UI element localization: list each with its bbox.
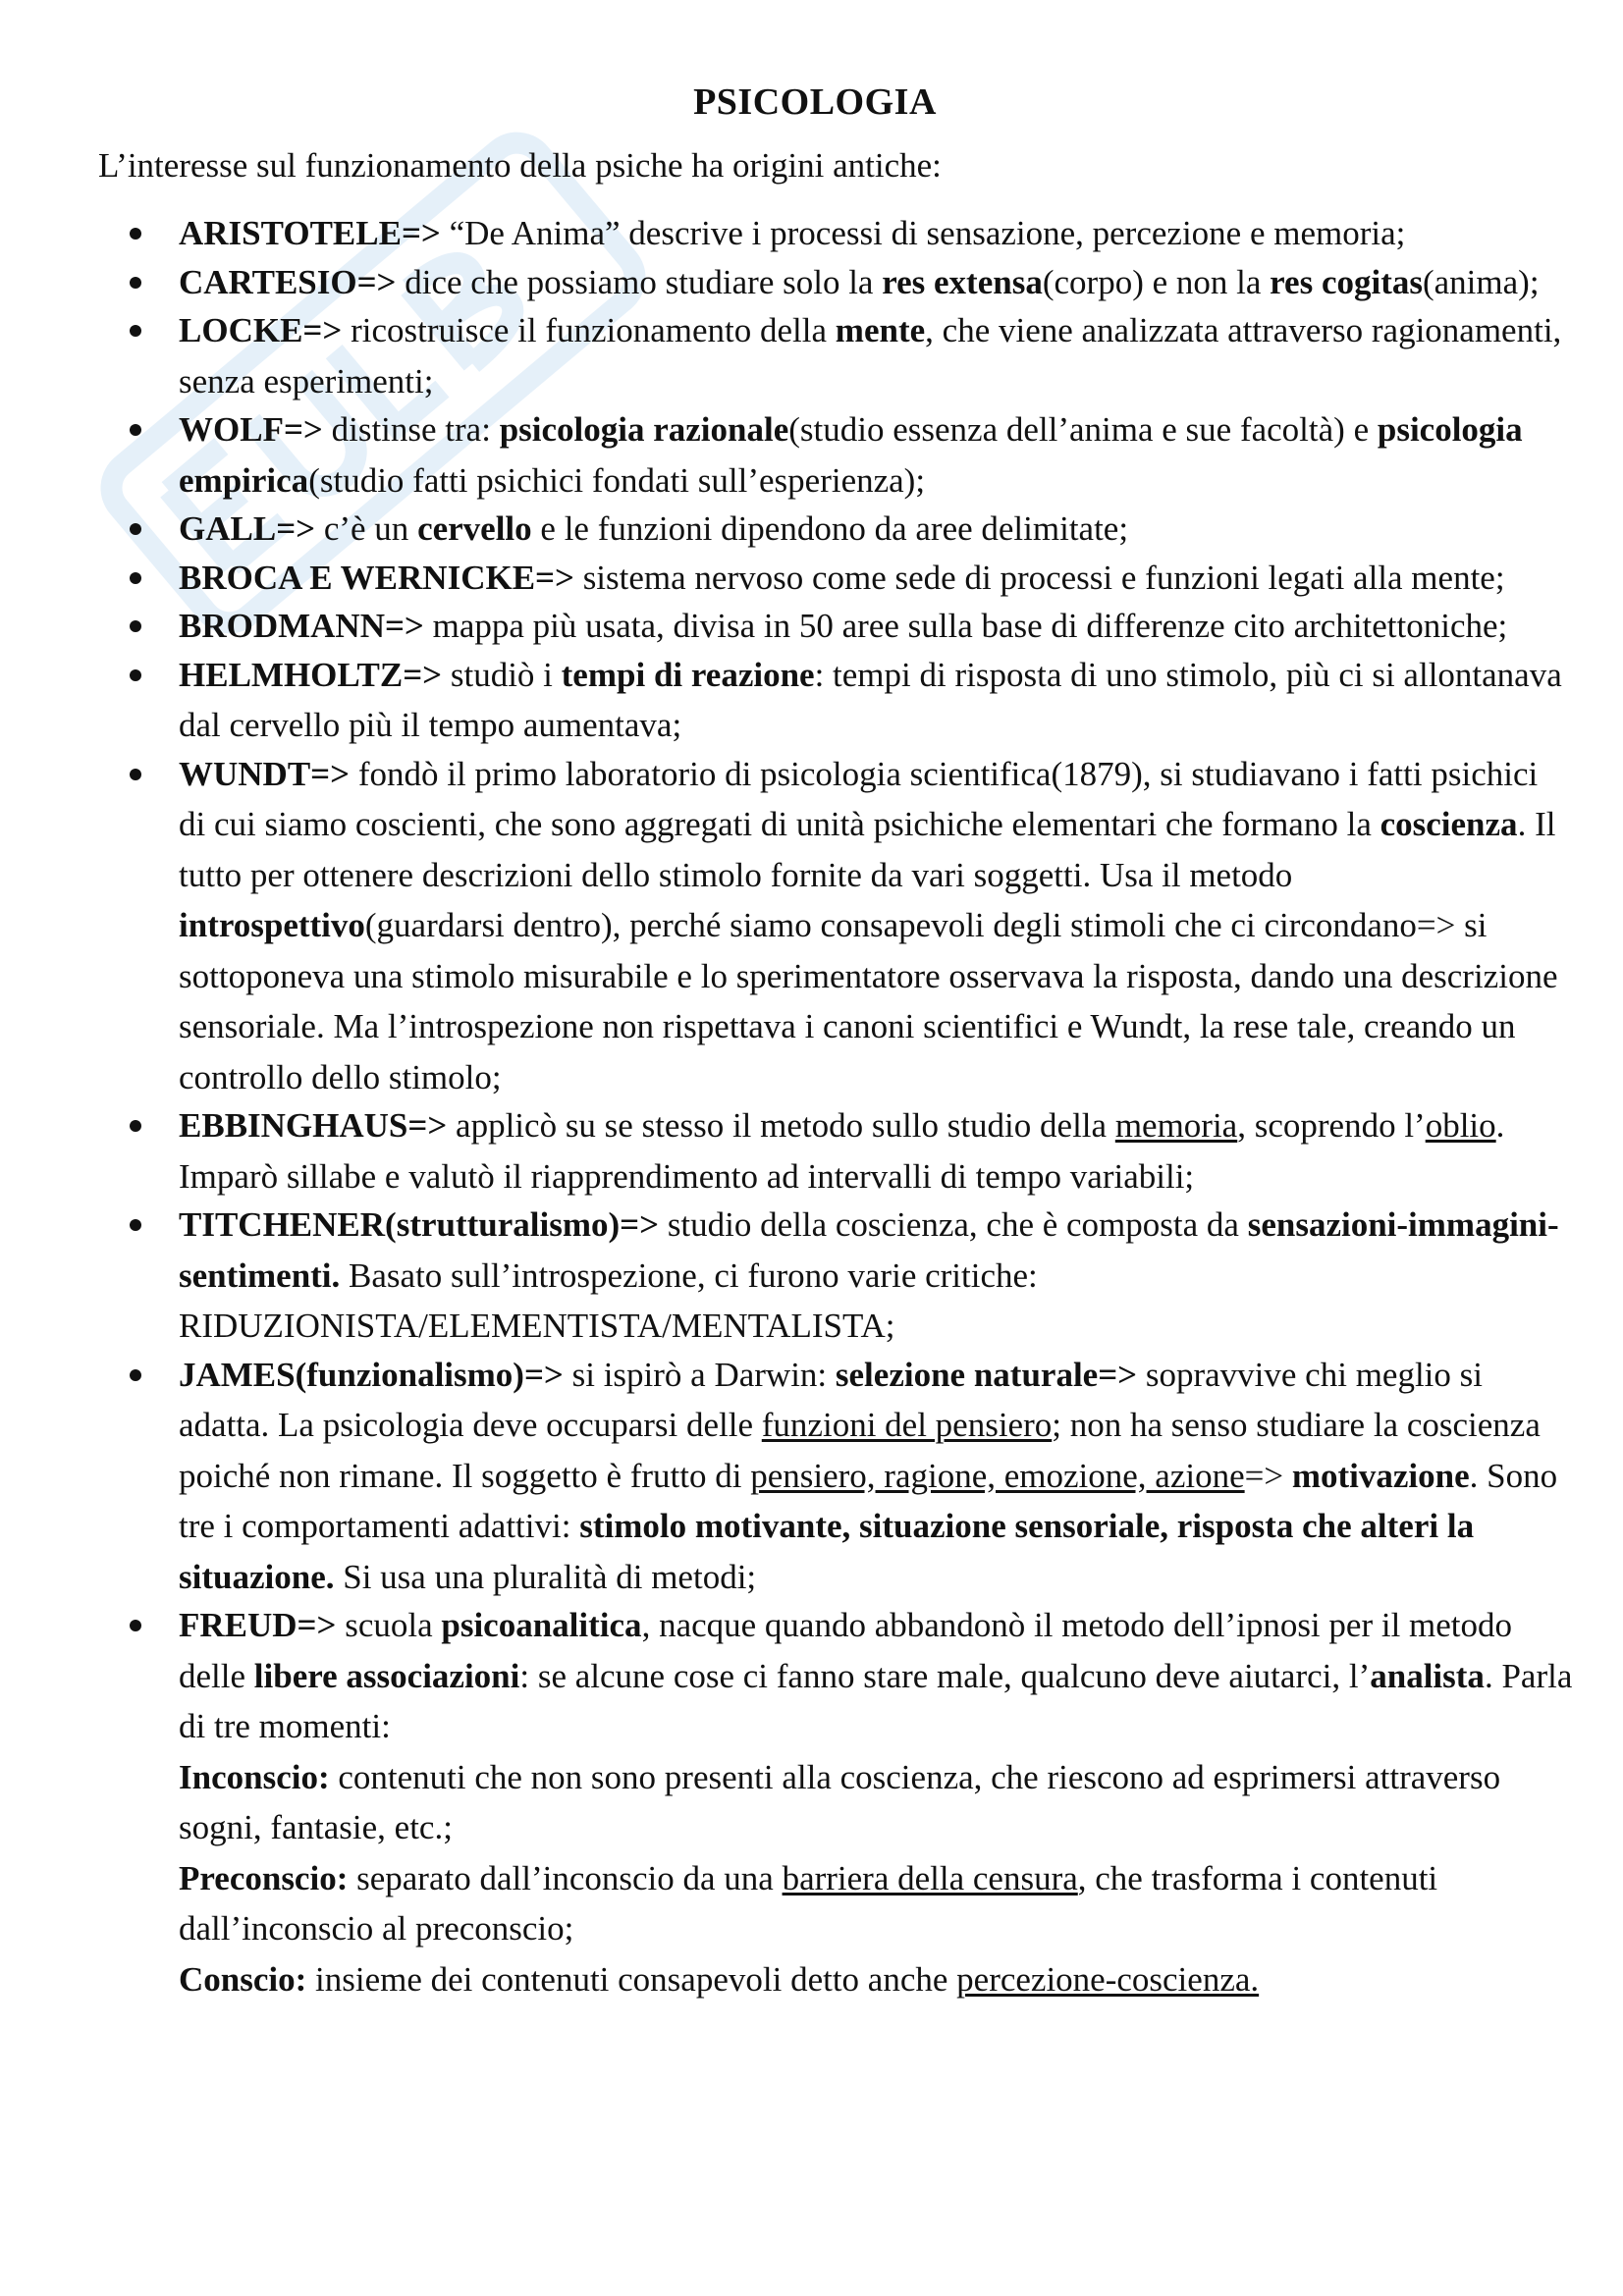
text-span: (anima);: [1422, 262, 1540, 301]
bold-text: HELMHOLTZ=>: [179, 655, 443, 694]
bold-text: coscienza: [1380, 805, 1518, 843]
text-span: sopravvive chi meglio si adatta. La psicologia deve occuparsi delle: [179, 1355, 1483, 1444]
list-item: [98, 208, 1573, 259]
text-span: “De Anima” descrive i processi di sensazione, percezione e memoria;: [440, 214, 1406, 252]
text-span: =>: [1244, 1456, 1292, 1495]
bold-text: LOCKE=>: [179, 311, 343, 349]
text-span: fondò il primo laboratorio di psicologia scientifica(1879), si studiavano i fatti psichici di cui siamo coscienti, che sono aggregati di unità psichiche elementari che formano la: [179, 754, 1539, 843]
list-item: [98, 1600, 1573, 2004]
text-span: (corpo) e non la: [1042, 262, 1271, 301]
text-span: contenuti che non sono presenti alla coscienza, che riescono ad esprimersi attraverso sogni, fantasie, etc.;: [179, 1757, 1501, 1846]
underlined-text: oblio: [1425, 1106, 1496, 1145]
text-span: ricostruisce il funzionamento della: [342, 311, 836, 349]
text-span: , che viene analizzata attraverso ragionamenti, senza esperimenti;: [179, 311, 1562, 400]
text-span: distinse tra:: [322, 410, 500, 449]
bold-text: psicoanalitica: [441, 1606, 642, 1644]
bold-text: TITCHENER(strutturalismo)=>: [179, 1205, 660, 1244]
text-span: , che trasforma i contenuti dall’inconscio al preconscio;: [179, 1858, 1438, 1948]
text-span: applicò su se stesso il metodo sullo studio della: [447, 1106, 1115, 1145]
bold-text: EBBINGHAUS=>: [179, 1106, 448, 1145]
bold-text: res cogitas: [1270, 262, 1423, 301]
text-span: . Imparò sillabe e valutò il riapprendimento ad intervalli di tempo variabili;: [179, 1106, 1505, 1196]
bold-text: WOLF=>: [179, 410, 323, 449]
bold-text: tempi di reazione: [561, 655, 815, 694]
underlined-text: memoria: [1114, 1106, 1238, 1145]
text-span: sistema nervoso come sede di processi e funzioni legati alla mente;: [573, 558, 1505, 597]
list-item: [98, 1350, 1573, 1603]
text-span: insieme dei contenuti consapevoli detto anche: [306, 1959, 957, 1999]
list-item: [98, 749, 1573, 1103]
sub-line: [179, 1954, 1573, 2005]
text-span: Si usa una pluralità di metodi;: [334, 1557, 757, 1596]
text-span: mappa più usata, divisa in 50 aree sulla base di differenze cito architettoniche;: [423, 607, 1508, 645]
bold-text: BRODMANN=>: [179, 607, 424, 645]
bold-text: Preconscio:: [179, 1858, 349, 1897]
text-span: ; non ha senso studiare la coscienza poiché non rimane. Il soggetto è frutto di: [179, 1406, 1541, 1495]
text-span: scuola: [336, 1606, 442, 1644]
bold-text: GALL=>: [179, 509, 316, 548]
bold-text: JAMES(funzionalismo)=>: [179, 1355, 564, 1394]
text-span: . Il tutto per ottenere descrizioni dello stimolo fornite da vari soggetti. Usa il metodo: [179, 805, 1556, 894]
bold-text: analista: [1370, 1656, 1485, 1695]
list-item: [98, 1200, 1573, 1352]
text-span: separato dall’inconscio da una: [348, 1858, 783, 1897]
bold-text: stimolo motivante, situazione sensoriale, risposta che alteri la situazione.: [179, 1507, 1475, 1596]
list-item: [98, 257, 1573, 308]
bold-text: introspettivo: [179, 906, 365, 944]
bold-text: BROCA E WERNICKE=>: [179, 558, 574, 597]
text-span: : se alcune cose ci fanno stare male, qualcuno deve aiutarci, l’: [519, 1656, 1371, 1695]
bold-text: psicologia empirica: [179, 410, 1523, 500]
bold-text: motivazione: [1291, 1456, 1470, 1495]
text-span: si ispirò a Darwin:: [563, 1355, 836, 1394]
page-title: PSICOLOGIA: [693, 81, 937, 123]
text-span: . Sono tre i comportamenti adattivi:: [179, 1456, 1558, 1545]
underlined-text: barriera della censura: [782, 1858, 1078, 1897]
bold-text: CARTESIO=>: [179, 262, 397, 301]
text-span: Basato sull’introspezione, ci furono varie critiche: RIDUZIONISTA/ELEMENTISTA/MENTALISTA;: [179, 1255, 1038, 1345]
text-span: , nacque quando abbandonò il metodo dell’ipnosi per il metodo delle: [179, 1606, 1513, 1695]
document-page: [98, 69, 1573, 2002]
bullet-list: [98, 208, 1573, 2004]
bold-text: WUNDT=>: [179, 754, 351, 793]
list-item: [98, 601, 1573, 652]
list-item: [98, 504, 1573, 555]
text-span: studiò i: [442, 655, 562, 694]
text-span: e le funzioni dipendono da aree delimitate;: [531, 509, 1129, 548]
list-item: [98, 1100, 1573, 1201]
sub-line: [179, 1853, 1573, 1954]
bold-text: Conscio:: [179, 1959, 307, 1999]
bold-text: psicologia razionale: [499, 410, 789, 449]
list-item: [98, 404, 1573, 506]
text-span: (guardarsi dentro), perché siamo consapevoli degli stimoli che ci circondano=> si sottoponeva una stimolo misurabile e lo sperimentatore osservava la risposta, dando una descrizione sensoriale. Ma l’introspezione non rispettava i canoni scientifici e Wundt, la rese tale, creando un controllo dello stimolo;: [179, 906, 1558, 1096]
underlined-text: pensiero, ragione, emozione, azione: [750, 1456, 1245, 1495]
bold-text: selezione naturale=>: [835, 1355, 1138, 1394]
text-span: . Parla di tre momenti:: [179, 1656, 1573, 1745]
bold-text: res extensa: [882, 262, 1043, 301]
underlined-text: percezione-coscienza.: [956, 1959, 1260, 1999]
text-span: (studio essenza dell’anima e sue facoltà) e: [788, 410, 1378, 449]
text-span: studio della coscienza, che è composta da: [659, 1205, 1248, 1244]
underlined-text: funzioni del pensiero: [761, 1406, 1053, 1444]
bold-text: mente: [835, 311, 926, 349]
intro-paragraph: L’interesse sul funzionamento della psiche ha origini antiche:: [98, 146, 942, 185]
bold-text: ARISTOTELE=>: [179, 214, 441, 252]
bold-text: libere associazioni: [253, 1656, 520, 1695]
list-item: [98, 553, 1573, 604]
text-span: c’è un: [315, 509, 418, 548]
text-span: dice che possiamo studiare solo la: [396, 262, 883, 301]
bold-text: FREUD=>: [179, 1606, 337, 1644]
sub-line: [179, 1752, 1573, 1853]
bold-text: cervello: [417, 509, 532, 548]
text-span: , scoprendo l’: [1237, 1106, 1426, 1145]
list-item: [98, 305, 1573, 406]
text-span: (studio fatti psichici fondati sull’esperienza);: [308, 460, 926, 500]
bold-text: sensazioni-immagini-sentimenti.: [179, 1205, 1559, 1295]
list-item: [98, 650, 1573, 751]
text-span: : tempi di risposta di uno stimolo, più ci si allontanava dal cervello più il tempo aumentava;: [179, 655, 1562, 744]
bold-text: Inconscio:: [179, 1757, 330, 1796]
